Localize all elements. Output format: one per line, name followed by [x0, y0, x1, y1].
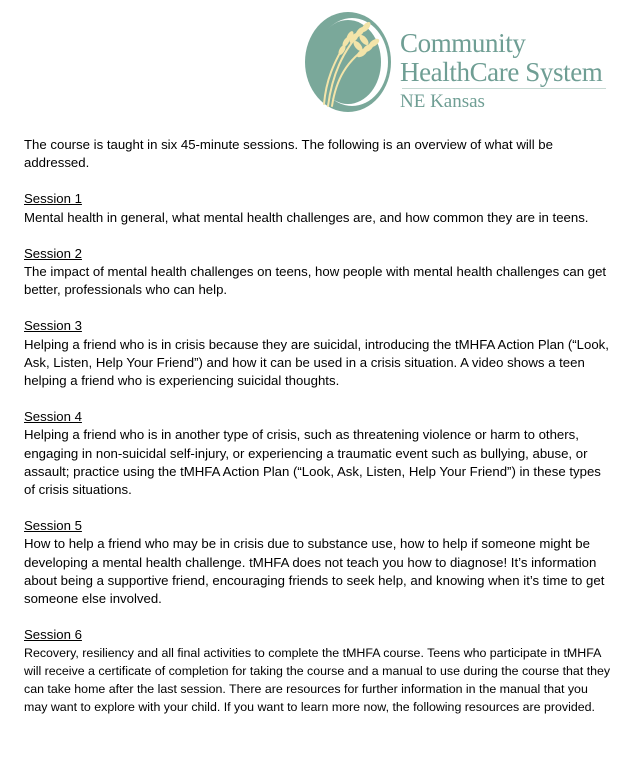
session-title: Session 2 — [24, 245, 82, 261]
intro-paragraph: The course is taught in six 45-minute sessions. The following is an overview of what will be addressed. — [24, 137, 553, 171]
logo-region: NE Kansas — [400, 91, 485, 112]
session-title: Session 4 — [24, 409, 82, 425]
session-description: Helping a friend who is in another type of crisis, such as threatening violence or harm to others, engaging in non-suicidal self-injury, or experiencing a traumatic event such as bullying, abuse, or assault; practice using the tMHFA Action Plan (“Look, Ask, Listen, Help Your Friend”) in these types of crisis situations. — [24, 427, 601, 498]
page-header — [0, 0, 636, 120]
session-description: Helping a friend who is in crisis because they are suicidal, introducing the tMHFA Action Plan (“Look, Ask, Listen, Help Your Friend”) and how it can be used in a crisis situation. A video shows a teen helping a friend who is experiencing suicidal thoughts. — [24, 336, 609, 389]
session-title: Session 3 — [24, 318, 82, 334]
session-description: Mental health in general, what mental health challenges are, and how common they are in teens. — [24, 209, 589, 225]
session-title: Session 5 — [24, 518, 82, 534]
session-2 — [24, 245, 614, 300]
session-description — [24, 644, 614, 716]
session-5 — [24, 517, 614, 608]
logo-name-line2: HealthCare System — [400, 57, 603, 87]
session-title: Session 6 — [24, 627, 82, 643]
document-body — [24, 136, 614, 716]
session-description-rest: Teens who participate in tMHFA will receive a certificate of completion for taking the course and a manual to use during the course that they can take home after the last session. There are resources for further information in the manual that you may want to explore with your child. If you want to learn more now, the following resources are provided. — [24, 646, 611, 715]
session-4 — [24, 408, 614, 499]
session-6 — [24, 626, 614, 716]
logo-divider — [402, 88, 606, 89]
session-description: The impact of mental health challenges on teens, how people with mental health challenges can get better, professionals who can help. — [24, 264, 607, 298]
session-3 — [24, 317, 614, 390]
session-title: Session 1 — [24, 191, 82, 207]
session-description: How to help a friend who may be in crisis due to substance use, how to help if someone might be developing a mental health challenge. tMHFA does not teach you how to diagnose! It’s information about being a supportive friend, encouraging friends to seek help, and knowing when it’s time to get someone else involved. — [24, 536, 605, 607]
session-1 — [24, 190, 614, 226]
wheat-logo-icon — [302, 6, 398, 116]
logo-name-line1: Community — [400, 28, 526, 58]
session-description-lead: Recovery, resiliency and all final activities to complete the tMHFA course. — [24, 646, 424, 661]
